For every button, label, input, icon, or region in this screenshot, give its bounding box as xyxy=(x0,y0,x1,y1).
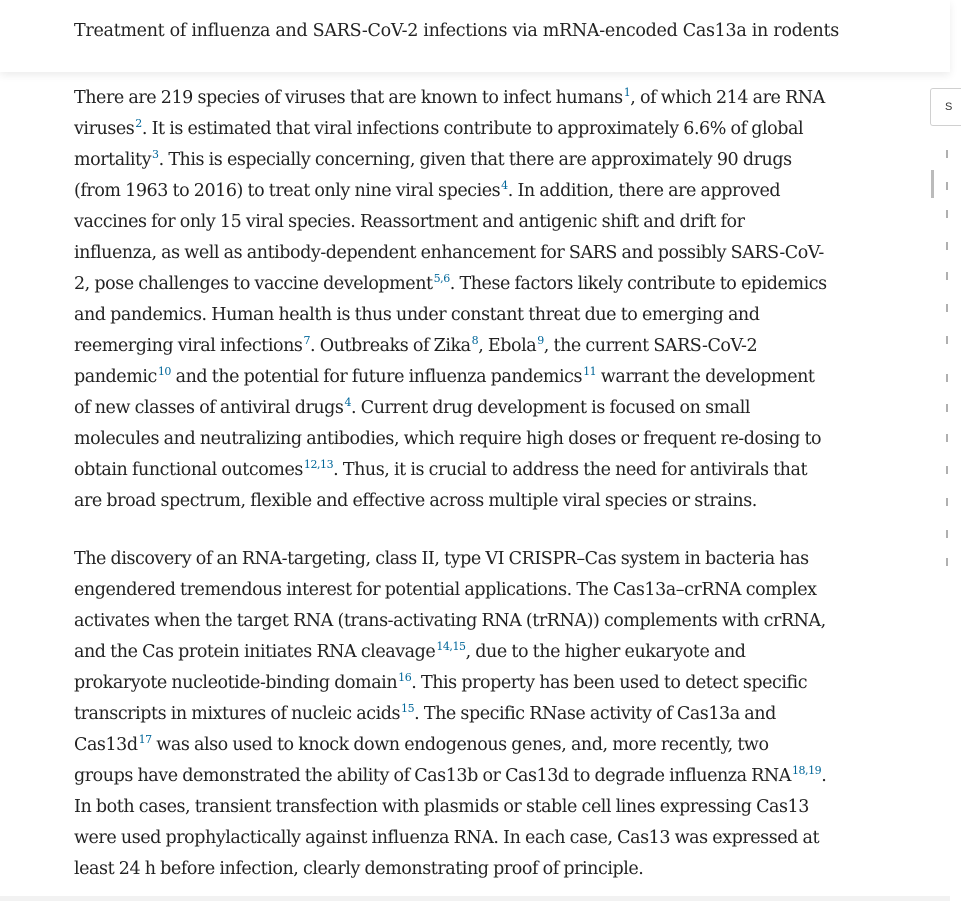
article-header-bar xyxy=(0,0,950,72)
text-run: . Thus, it is crucial to address the need for antivirals that are broad spectrum, flexible and effective across multiple viral species or strains. xyxy=(74,460,808,511)
citation-link[interactable]: 15 xyxy=(401,702,415,715)
section-marker[interactable] xyxy=(946,210,948,218)
citation-link[interactable]: 18,19 xyxy=(791,764,822,777)
section-marker[interactable] xyxy=(946,150,948,158)
text-run: . Outbreaks of Zika xyxy=(310,336,471,356)
text-run: . This property has been used to detect specific transcripts in mixtures of nucleic acids xyxy=(74,673,808,724)
sidebar-tab-label: S xyxy=(945,101,953,113)
section-marker[interactable] xyxy=(946,374,948,382)
text-run: . These factors likely contribute to epidemics and pandemics. Human health is thus under constant threat due to emerging and reemerging viral infections xyxy=(74,274,827,356)
section-marker[interactable] xyxy=(946,272,948,280)
text-run: . This is especially concerning, given that there are approximately 90 drugs (from 1963 to 2016) to treat only nine viral species xyxy=(74,150,792,201)
text-run: . The specific RNase activity of Cas13a and Cas13d xyxy=(74,704,776,755)
citation-link[interactable]: 16 xyxy=(398,671,412,684)
paragraph-2 xyxy=(74,544,828,885)
citation-link[interactable]: 4 xyxy=(501,179,508,192)
scroll-position-indicator[interactable] xyxy=(931,170,934,198)
section-marker[interactable] xyxy=(946,404,948,412)
text-run: , the current SARS-CoV-2 pandemic xyxy=(74,336,758,387)
section-marker[interactable] xyxy=(946,242,948,250)
citation-link[interactable]: 9 xyxy=(537,334,544,347)
citation-link[interactable]: 12,13 xyxy=(303,458,334,471)
section-marker[interactable] xyxy=(946,434,948,442)
section-marker[interactable] xyxy=(946,466,948,474)
article-navigation-sidebar xyxy=(930,88,960,808)
citation-link[interactable]: 8 xyxy=(471,334,479,347)
citation-link[interactable]: 11 xyxy=(583,365,597,378)
citation-link[interactable]: 5,6 xyxy=(433,272,450,285)
citation-link[interactable]: 10 xyxy=(157,365,171,378)
footer-divider xyxy=(0,896,950,901)
text-run: , of which 214 are RNA viruses xyxy=(74,88,825,139)
citation-link[interactable]: 1 xyxy=(623,86,631,99)
text-run: and the potential for future influenza pandemics xyxy=(170,367,583,387)
text-run: . In both cases, transient transfection with plasmids or stable cell lines expressing Cas13 were used prophylactically against influenza RNA. In each case, Cas13 was expressed at least 24 h before infection, clearly demonstrating proof of principle. xyxy=(74,766,827,879)
text-run: was also used to knock down endogenous genes, and, more recently, two groups have demonstrated the ability of Cas13b or Cas13d to degrade influenza RNA xyxy=(74,735,791,786)
section-marker[interactable] xyxy=(946,558,948,566)
text-run: . Current drug development is focused on small molecules and neutralizing antibodies, which require high doses or frequent re-dosing to obtain functional outcomes xyxy=(74,398,822,480)
article-body xyxy=(74,83,828,912)
sidebar-tab[interactable] xyxy=(930,88,961,126)
citation-link[interactable]: 3 xyxy=(152,148,159,161)
text-run: warrant the development of new classes of antiviral drugs xyxy=(74,367,815,418)
text-run: , due to the higher eukaryote and prokaryote nucleotide-binding domain xyxy=(74,642,746,693)
section-marker[interactable] xyxy=(946,530,948,538)
text-run: . In addition, there are approved vaccines for only 15 viral species. Reassortment and antigenic shift and drift for influenza, as well as antibody-dependent enhancement for SARS and possibly SARS-CoV-2, pose challenges to vaccine development xyxy=(74,181,824,294)
section-marker[interactable] xyxy=(946,182,948,190)
text-run: . It is estimated that viral infections contribute to approximately 6.6% of global mortality xyxy=(74,119,804,170)
article-title: Treatment of influenza and SARS-CoV-2 infections via mRNA-encoded Cas13a in rodents xyxy=(74,21,839,41)
text-run: The discovery of an RNA-targeting, class II, type VI CRISPR–Cas system in bacteria has engendered tremendous interest for potential applications. The Cas13a–crRNA complex activates when the target RNA (trans-activating RNA (trRNA)) complements with crRNA, and the Cas protein initiates RNA cleavage xyxy=(74,549,826,662)
section-marker[interactable] xyxy=(946,498,948,506)
text-run: , Ebola xyxy=(478,336,537,356)
section-marker[interactable] xyxy=(946,336,948,344)
citation-link[interactable]: 7 xyxy=(303,334,311,347)
paragraph-1 xyxy=(74,83,828,517)
citation-link[interactable]: 14,15 xyxy=(436,640,466,653)
citation-link[interactable]: 4 xyxy=(344,396,352,409)
section-marker[interactable] xyxy=(946,304,948,312)
text-run: There are 219 species of viruses that are known to infect humans xyxy=(74,88,623,108)
citation-link[interactable]: 2 xyxy=(135,117,142,130)
citation-link[interactable]: 17 xyxy=(138,733,152,746)
